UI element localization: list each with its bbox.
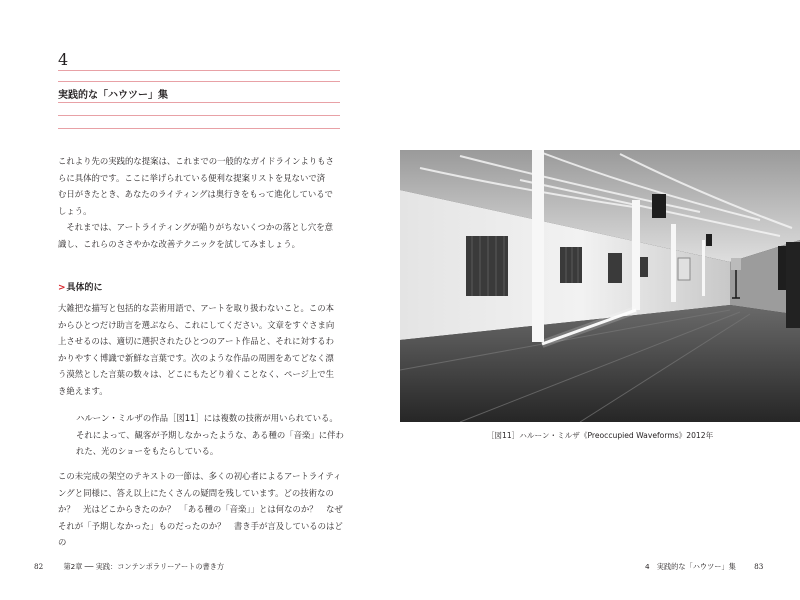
figure-caption: ［図11］ハルーン・ミルザ《Preoccupied Waveforms》2012年 bbox=[486, 431, 714, 440]
running-footer: 第2章 ── 実践：コンテンポラリーアートの書き方 bbox=[63, 562, 225, 571]
page-number: 82 bbox=[34, 562, 44, 571]
body-paragraph: この未完成の架空のテキストの一節は、多くの初心者によるアートライティ ングと同様に、答え以上にたくさんの疑問を残しています。どの技術なの か？ 光はどこからきたのか？ 「ある種の「音楽」」とは何なのか？ なぜ それが「予期しなかった」ものだったのか？ 書き手が言及しているのはどの bbox=[58, 471, 343, 547]
heading-rule bbox=[58, 70, 340, 71]
left-footer bbox=[34, 562, 224, 572]
chapter-number: 4 bbox=[58, 50, 69, 69]
heading-rule bbox=[58, 102, 340, 103]
intro-paragraph: それまでは、アートライティングが陥りがちないくつかの落とし穴を意 識し、これらのささやかな改善テクニックを試してみましょう。 bbox=[58, 222, 334, 249]
heading-rule bbox=[58, 81, 340, 82]
heading-rule bbox=[58, 115, 340, 116]
body-paragraph: 大雑把な描写と包括的な芸術用語で、アートを取り扱わないこと。この本 からひとつだけ助言を選ぶなら、これにしてください。文章をすぐさま向 上させるのは、適切に選択されたひとつのアート作品と、それに対するわ かりやすく博識で新鮮な言葉です。次のような作品の周囲をあてどなく漂 う漠然とした言葉の数々は、どこにもたどり着くことなく、ページ上で生 き絶えます。 bbox=[58, 303, 335, 396]
block-quote: ハルーン・ミルザの作品［図11］には複数の技術が用いられている。 それによって、観客が予期しなかったような、ある種の「音楽」に伴わ れた、光のショーをもたらしている。 bbox=[76, 413, 344, 456]
section-heading bbox=[58, 280, 103, 293]
running-footer: 4 実践的な「ハウツー」集 bbox=[645, 562, 736, 571]
right-footer bbox=[645, 562, 763, 572]
section-title: 具体的に bbox=[66, 283, 103, 293]
section-marker-icon: > bbox=[58, 283, 66, 293]
page-number: 83 bbox=[754, 562, 764, 571]
exhibition-photo bbox=[400, 150, 800, 422]
heading-rule bbox=[58, 128, 340, 129]
gallery-photo-graphic bbox=[400, 150, 800, 422]
chapter-title: 実践的な「ハウツー」集 bbox=[58, 90, 168, 101]
intro-paragraph: これより先の実践的な提案は、これまでの一般的なガイドラインよりもさ らに具体的です。ここに挙げられている便利な提案リストを見ないで済 む日がきたとき、あなたのライティングは奥行きをもって進化しているで しょう。 bbox=[58, 156, 334, 216]
